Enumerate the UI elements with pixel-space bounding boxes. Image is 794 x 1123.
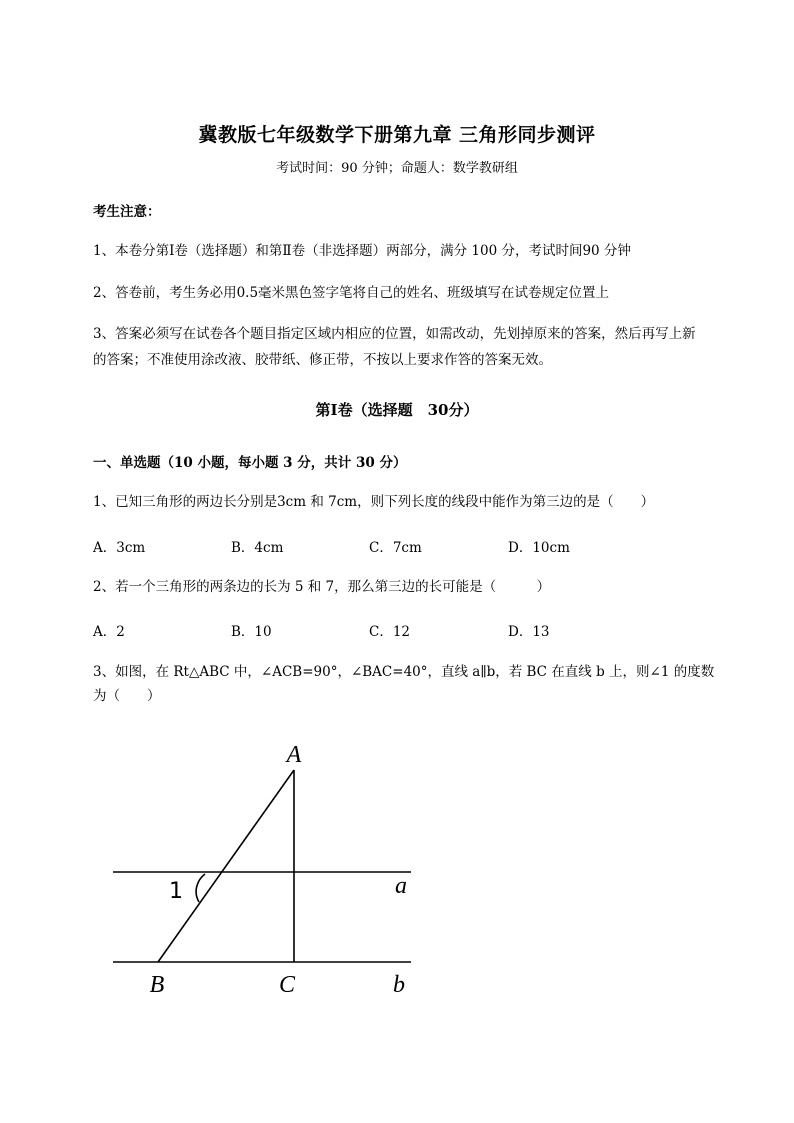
exam-info: 考试时间：90 分钟；命题人：数学教研组 xyxy=(276,161,518,176)
part-title: 一、单选题（10 小题，每小题 3 分，共计 30 分） xyxy=(93,455,407,471)
page-title: 冀教版七年级数学下册第九章 三角形同步测评 xyxy=(198,124,596,146)
label-b-vertex: B xyxy=(149,972,165,998)
notice-item-1: 1、本卷分第Ⅰ卷（选择题）和第Ⅱ卷（非选择题）两部分，满分 100 分，考试时间90 分钟 xyxy=(93,243,631,259)
notice-item-3-line-1: 3、答案必须写在试卷各个题目指定区域内相应的位置，如需改动，先划掉原来的答案，然后再写上新 xyxy=(93,326,696,342)
question-2-option-b[interactable]: B．10 xyxy=(231,624,272,640)
triangle-figure xyxy=(105,730,435,1010)
notice-item-2: 2、答卷前，考生务必用0.5毫米黑色签字笔将自己的姓名、班级填写在试卷规定位置上 xyxy=(93,285,610,301)
question-1-option-d[interactable]: D．10cm xyxy=(508,540,570,556)
question-2-option-d[interactable]: D．13 xyxy=(508,624,550,640)
question-2-option-c[interactable]: C．12 xyxy=(369,624,411,640)
question-1-option-c[interactable]: C．7cm xyxy=(369,540,422,556)
question-1-stem: 1、已知三角形的两边长分别是3cm 和 7cm，则下列长度的线段中能作为第三边的是（ ） xyxy=(93,494,655,510)
question-1-option-b[interactable]: B．4cm xyxy=(231,540,284,556)
label-line-b: b xyxy=(393,972,405,998)
question-2-option-a[interactable]: A．2 xyxy=(93,624,125,640)
notice-heading: 考生注意： xyxy=(93,204,161,220)
label-a-vertex: A xyxy=(286,742,302,768)
section-title: 第Ⅰ卷（选择题 30分） xyxy=(315,401,479,419)
label-angle-1: 1 xyxy=(169,879,183,904)
question-2-stem: 2、若一个三角形的两条边的长为 5 和 7，那么第三边的长可能是（ ） xyxy=(93,579,551,595)
question-3-stem-line-2: 为（ ） xyxy=(93,688,161,704)
side-ab xyxy=(158,770,294,962)
question-3-stem-line-1: 3、如图，在 Rt△ABC 中，∠ACB=90°，∠BAC=40°，直线 a∥b，若 BC 在直线 b 上，则∠1 的度数 xyxy=(93,664,715,680)
question-1-option-a[interactable]: A．3cm xyxy=(93,540,146,556)
label-line-a: a xyxy=(395,873,407,899)
label-c-vertex: C xyxy=(278,972,296,998)
notice-item-3-line-2: 的答案；不准使用涂改液、胶带纸、修正带，不按以上要求作答的答案无效。 xyxy=(93,352,552,368)
